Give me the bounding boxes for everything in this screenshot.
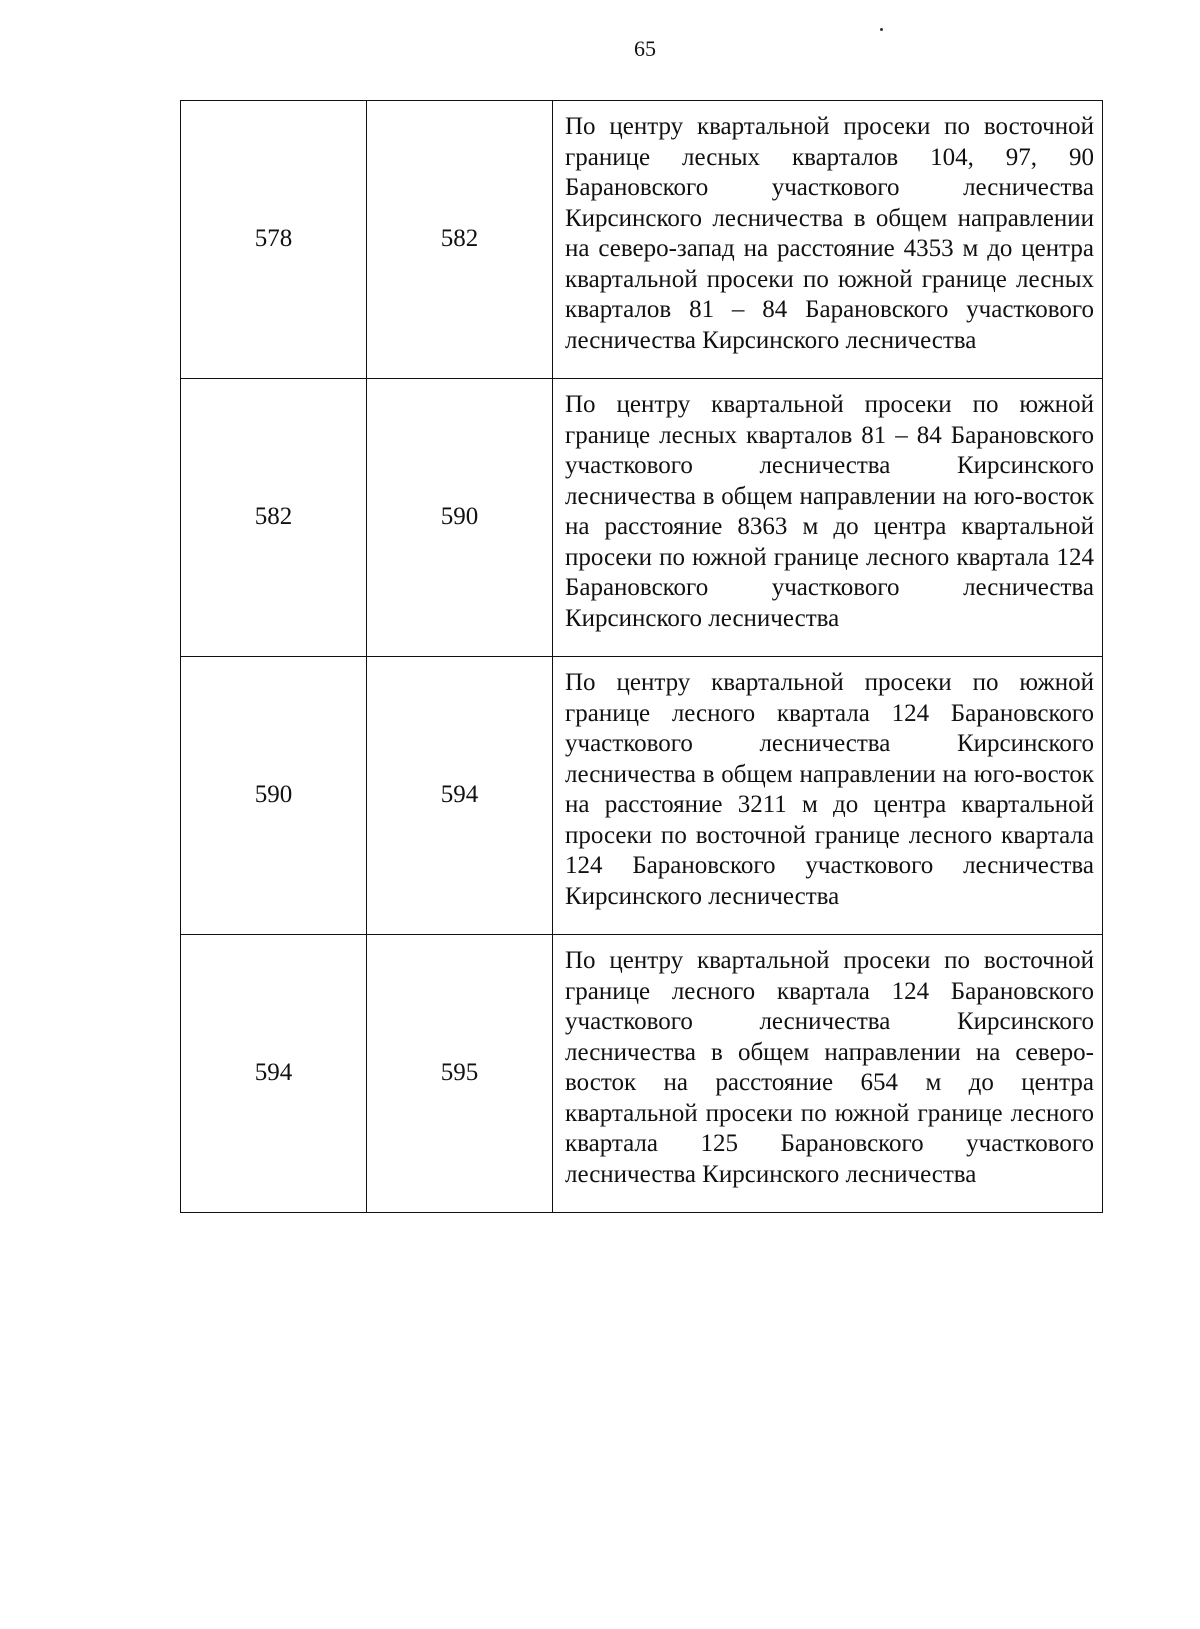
description-text: По центру квартальной просеки по восточной границе лесного квартала 124 Барановского участкового лесничества Кирсинского лесничества в общем направлении на северо-восток на расстояние 654 м до центра квартальной просеки по южной границе лесного квартала 125 Барановского участкового лесничества Кирсинского лесничества [565,947,1094,1188]
description-cell [553,379,1103,657]
to-point-cell: 582 [367,101,553,379]
table-row [181,379,1103,657]
from-point-cell: 594 [181,935,367,1213]
boundary-table [180,100,1103,1213]
description-cell [553,101,1103,379]
table-row [181,657,1103,935]
to-point-cell: 590 [367,379,553,657]
from-point-cell: 582 [181,379,367,657]
description-text: По центру квартальной просеки по южной границе лесных кварталов 81 – 84 Барановского участкового лесничества Кирсинского лесничества в общем направлении на юго-восток на расстояние 8363 м до центра квартальной просеки по южной границе лесного квартала 124 Барановского участкового лесничества Кирсинского лесничества [565,391,1094,632]
table-row [181,101,1103,379]
description-text: По центру квартальной просеки по восточной границе лесных кварталов 104, 97, 90 Барановского участкового лесничества Кирсинского лесничества в общем направлении на северо-запад на расстояние 4353 м до центра квартальной просеки по южной границе лесных кварталов 81 – 84 Барановского участкового лесничества Кирсинского лесничества [565,113,1094,354]
scan-speck [880,28,883,31]
from-point-cell: 578 [181,101,367,379]
description-cell [553,935,1103,1213]
from-point-cell: 590 [181,657,367,935]
table-row [181,935,1103,1213]
description-cell [553,657,1103,935]
to-point-cell: 595 [367,935,553,1213]
description-text: По центру квартальной просеки по южной границе лесного квартала 124 Барановского участкового лесничества Кирсинского лесничества в общем направлении на юго-восток на расстояние 3211 м до центра квартальной просеки по восточной границе лесного квартала 124 Барановского участкового лесничества Кирсинского лесничества [565,669,1094,910]
page-number: 65 [634,36,656,61]
to-point-cell: 594 [367,657,553,935]
